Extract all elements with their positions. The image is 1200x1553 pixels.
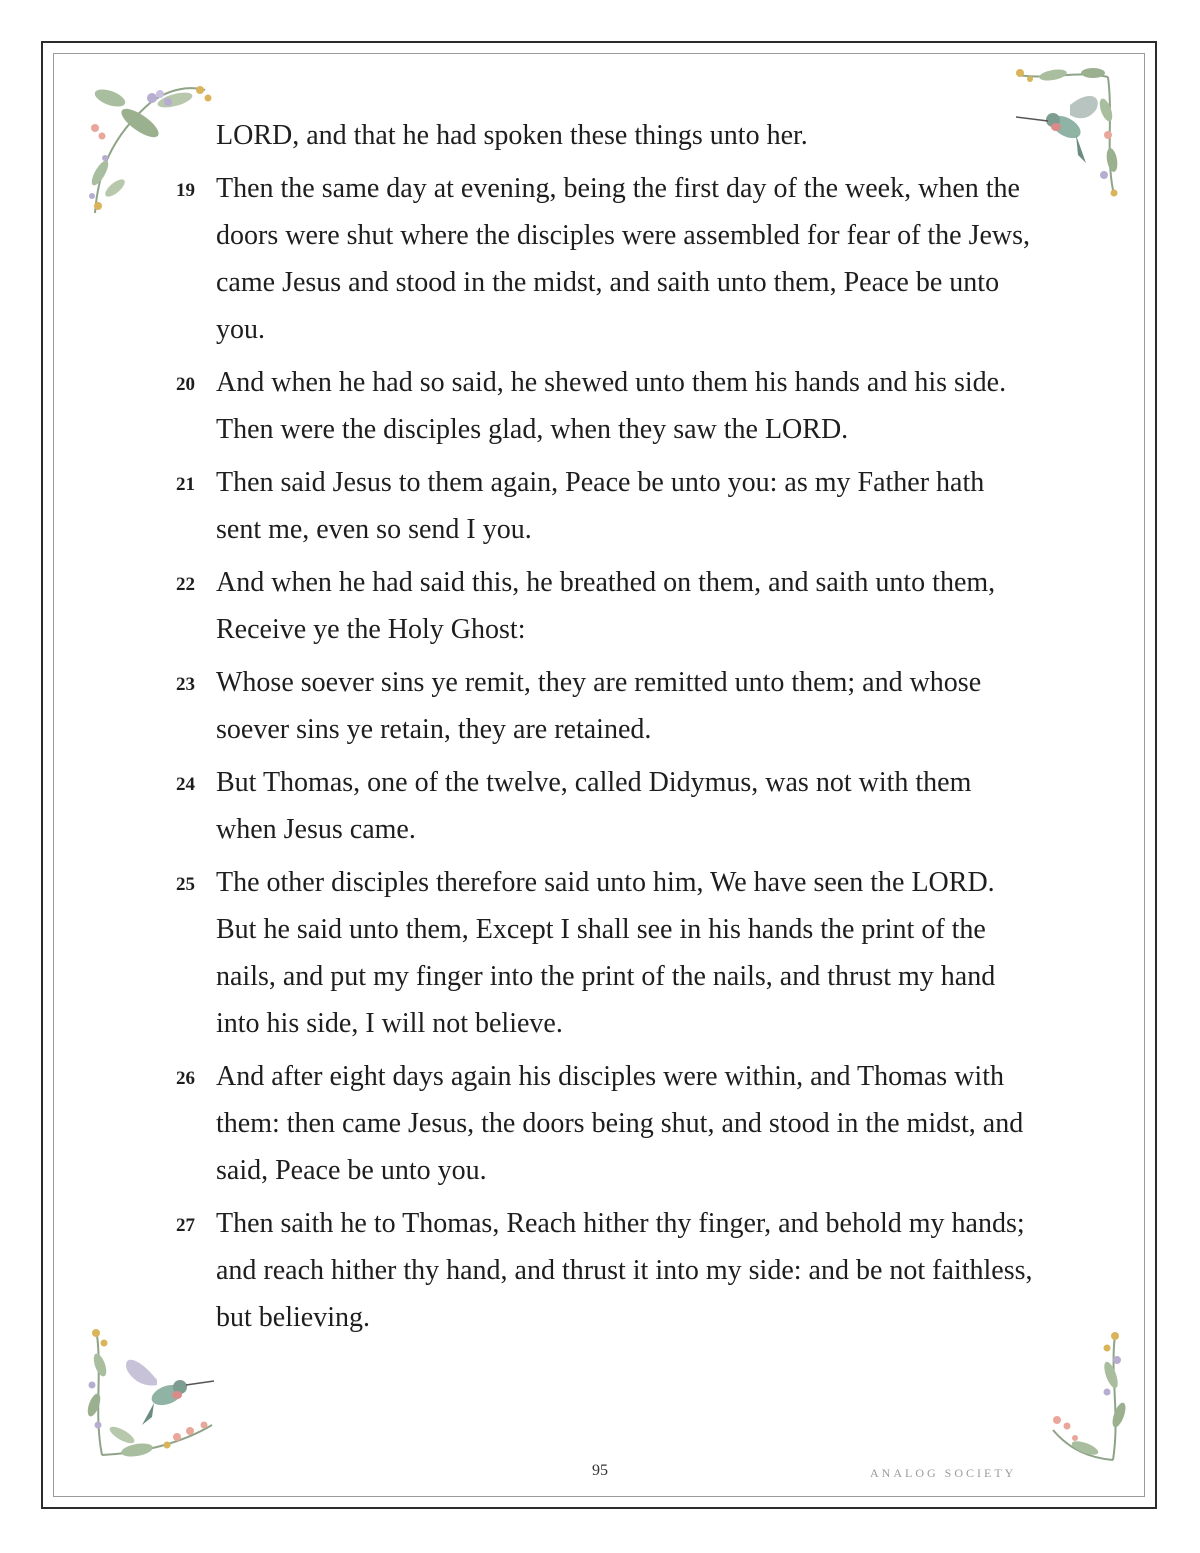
- verse-text: Then the same day at evening, being the first day of the week, when the doors were shut where the disciples were assembled for fear of the Jews, came Jesus and stood in the midst, and saith unto them, Peace be unto you.: [216, 173, 1031, 345]
- verse-number: 22: [176, 574, 195, 595]
- verse-item: [0, 1053, 1200, 1194]
- verse-item: [0, 1200, 1200, 1341]
- verse-item: [0, 859, 1200, 1047]
- brand-label: ANALOG SOCIETY: [870, 1466, 1017, 1480]
- verse-item: [0, 659, 1200, 753]
- verse-number: 26: [176, 1068, 195, 1089]
- verse-text: But Thomas, one of the twelve, called Didymus, was not with them when Jesus came.: [216, 767, 972, 845]
- verse-item: [0, 165, 1200, 353]
- verse-item: [0, 459, 1200, 553]
- verse-text: Then said Jesus to them again, Peace be unto you: as my Father hath sent me, even so send I you.: [216, 467, 985, 545]
- hummingbird-floral-icon: [82, 1325, 222, 1465]
- verse-number: 23: [176, 674, 195, 695]
- continuation-text: LORD, and that he had spoken these things unto her.: [216, 120, 808, 151]
- floral-corner-icon: [1045, 1330, 1130, 1465]
- verse-number: 19: [176, 180, 195, 201]
- page-number: 95: [592, 1462, 608, 1479]
- verse-text: And when he had said this, he breathed on them, and saith unto them, Receive ye the Holy Ghost:: [216, 567, 996, 645]
- verse-number: 21: [176, 474, 195, 495]
- verse-number: 27: [176, 1215, 195, 1236]
- scripture-text: [0, 112, 1200, 1341]
- verse-text: And after eight days again his disciples were within, and Thomas with them: then came Jesus, the doors being shut, and stood in the midst, and said, Peace be unto you.: [216, 1061, 1024, 1186]
- verse-text: Whose soever sins ye remit, they are remitted unto them; and whose soever sins ye retain, they are retained.: [216, 667, 982, 745]
- verse-text: The other disciples therefore said unto him, We have seen the LORD. But he said unto them, Except I shall see in his hands the print of the nails, and put my finger into the print of the nails, and thrust my hand into his side, I will not believe.: [216, 867, 996, 1039]
- verse-number: 20: [176, 374, 195, 395]
- verse-number: 24: [176, 774, 195, 795]
- verse-number: 25: [176, 874, 195, 895]
- verse-item: [0, 759, 1200, 853]
- verse-text: And when he had so said, he shewed unto them his hands and his side. Then were the disciples glad, when they saw the LORD.: [216, 367, 1007, 445]
- verse-text: Then saith he to Thomas, Reach hither thy finger, and behold my hands; and reach hither thy hand, and thrust it into my side: and be not faithless, but believing.: [216, 1208, 1033, 1333]
- verse-item: [0, 359, 1200, 453]
- verse-item: [0, 559, 1200, 653]
